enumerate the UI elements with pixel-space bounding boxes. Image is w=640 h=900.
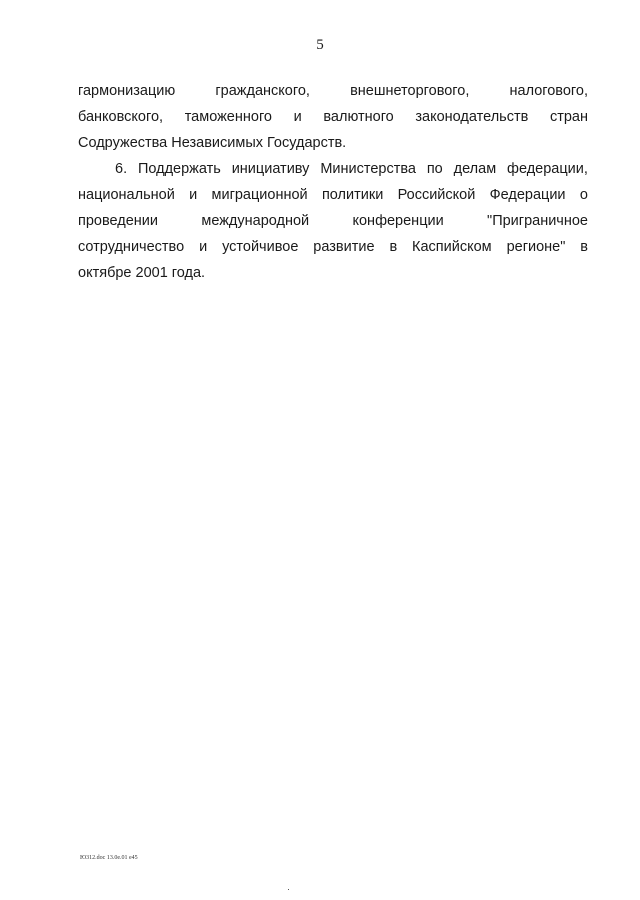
word: делам bbox=[453, 161, 497, 177]
word: "Приграничное bbox=[487, 213, 588, 229]
file-footer-note: Ю312.doc 13.0e.01 e45 bbox=[80, 855, 138, 861]
paragraph-2-line-3 bbox=[78, 208, 588, 234]
word: конференции bbox=[352, 213, 444, 229]
paragraph-1-line-1 bbox=[78, 78, 588, 104]
word: в bbox=[389, 239, 398, 255]
word: регионе" bbox=[506, 239, 566, 255]
word: и bbox=[199, 239, 208, 255]
word: о bbox=[579, 187, 588, 203]
paragraph-1-line-2 bbox=[78, 104, 588, 130]
word: по bbox=[426, 161, 443, 177]
word: проведении bbox=[78, 213, 158, 229]
word: Каспийском bbox=[412, 239, 492, 255]
word: международной bbox=[201, 213, 310, 229]
paragraph-2-line-2 bbox=[78, 182, 588, 208]
word: сотрудничество bbox=[78, 239, 185, 255]
word: налогового, bbox=[509, 83, 588, 99]
word: инициативу bbox=[231, 161, 310, 177]
word: миграционной bbox=[211, 187, 308, 203]
paragraph-2-line-4 bbox=[78, 234, 588, 260]
item-number: 6. bbox=[115, 161, 128, 177]
document-body bbox=[78, 78, 588, 286]
word: и bbox=[189, 187, 198, 203]
word: Министерства bbox=[320, 161, 416, 177]
word: гармонизацию bbox=[78, 83, 176, 99]
word: и bbox=[293, 109, 302, 125]
word: гражданского, bbox=[215, 83, 310, 99]
word: в bbox=[580, 239, 588, 255]
paragraph-2 bbox=[78, 156, 588, 286]
word: таможенного bbox=[184, 109, 272, 125]
word: стран bbox=[549, 109, 588, 125]
paragraph-1-line-3: Содружества Независимых Государств. bbox=[78, 135, 347, 151]
word: Федерации bbox=[489, 187, 566, 203]
word: федерации, bbox=[507, 161, 588, 177]
paragraph-2-line-1 bbox=[78, 156, 588, 182]
word: законодательств bbox=[415, 109, 529, 125]
word: развитие bbox=[313, 239, 375, 255]
word: национальной bbox=[78, 187, 175, 203]
page-number: 5 bbox=[316, 37, 324, 53]
word: внешнеторгового, bbox=[350, 83, 470, 99]
word: валютного bbox=[323, 109, 394, 125]
scan-speck bbox=[288, 889, 289, 890]
word: Поддержать bbox=[137, 161, 221, 177]
word: банковского, bbox=[78, 109, 164, 125]
word: устойчивое bbox=[222, 239, 299, 255]
paragraph-2-line-5: октябре 2001 года. bbox=[78, 265, 206, 281]
word: Российской bbox=[397, 187, 476, 203]
word: политики bbox=[321, 187, 384, 203]
paragraph-1 bbox=[78, 78, 588, 156]
